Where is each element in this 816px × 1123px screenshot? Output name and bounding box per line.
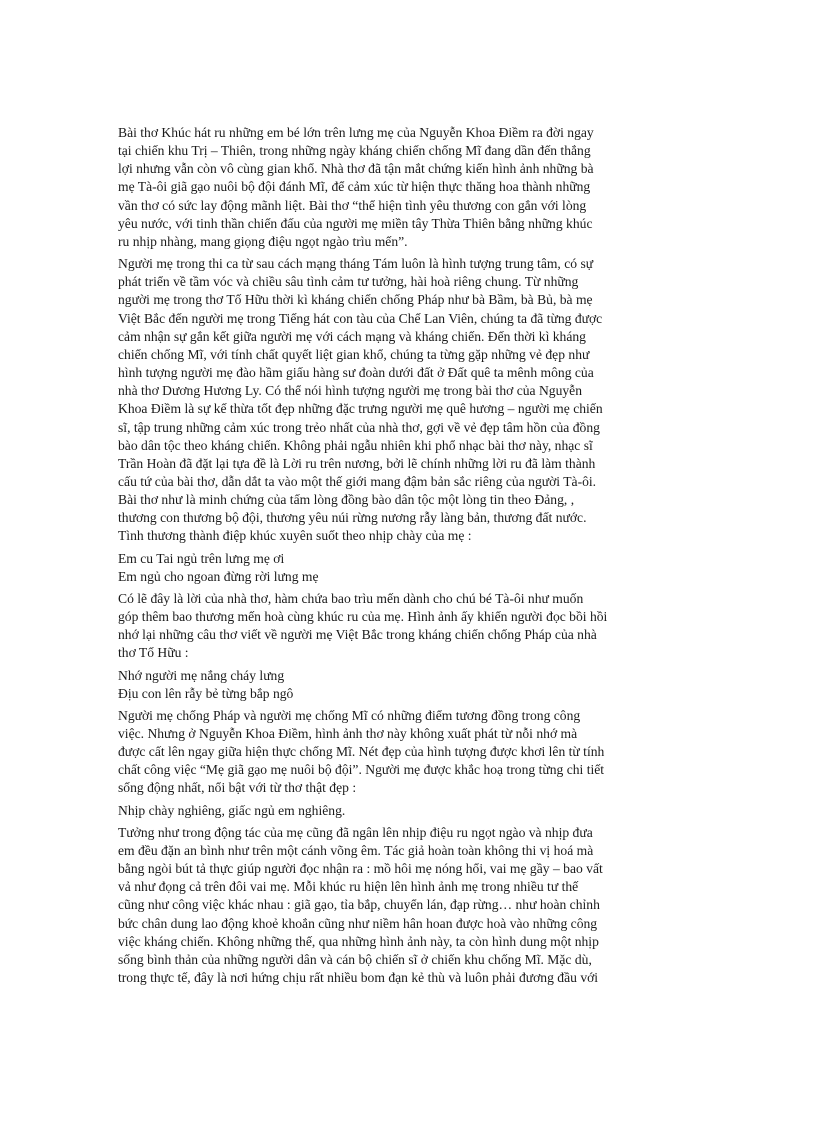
text-line: Tình thương thành điệp khúc xuyên suốt theo nhịp chày của mẹ : [118, 528, 472, 544]
text-line: Bài thơ Khúc hát ru những em bé lớn trên lưng mẹ của Nguyễn Khoa Điềm ra đời ngay [118, 125, 594, 140]
text-line: Em ngủ cho ngoan đừng rời lưng mẹ [118, 568, 319, 584]
text-line: hình tượng người mẹ đào hầm giấu hàng sư đoàn dưới đất ở Đất quê ta mênh mông của [118, 365, 594, 381]
text-line: ru nhịp nhàng, mang giọng điệu ngọt ngào trìu mến”. [118, 233, 408, 249]
text-line: trong thực tế, đây là nơi hứng chịu rất nhiều bom đạn kẻ thù và luôn phải đương đầu với [118, 970, 599, 986]
text-line: yêu nước, với tinh thần chiến đấu của người mẹ miền tây Thừa Thiên bằng những khúc [118, 215, 593, 231]
text-line: Có lẽ đây là lời của nhà thơ, hàm chứa bao trìu mến dành cho chú bé Tà-ôi như muốn [118, 590, 584, 606]
text-line: bào dân tộc theo kháng chiến. Không phải ngẫu nhiên khi phổ nhạc bài thơ này, nhạc sĩ [118, 437, 593, 453]
text-line: tại chiến khu Trị – Thiên, trong những ngày kháng chiến chống Mĩ đang dần đến thắng [118, 143, 591, 159]
text-line: Em cu Tai ngủ trên lưng mẹ ơi [118, 550, 285, 566]
text-line: Địu con lên rẫy bẻ từng bắp ngô [118, 685, 294, 701]
text-line: bằng ngòi bút tả thực giúp người đọc nhận ra : mồ hôi mẹ nóng hổi, vai mẹ gầy – bao vất [118, 861, 603, 877]
text-line: thơ Tố Hữu : [118, 645, 189, 661]
text-line: vả như đọng cả trên đôi vai mẹ. Mỗi khúc ru hiện lên hình ảnh mẹ trong nhiều tư thế [118, 879, 579, 895]
text-line: Nhớ người mẹ nắng cháy lưng [118, 667, 285, 683]
text-line: cảm nhận sự gắn kết giữa người mẹ với cách mạng và kháng chiến. Đến thời kì kháng [118, 328, 586, 344]
text-line: Người mẹ trong thi ca từ sau cách mạng tháng Tám luôn là hình tượng trung tâm, có sự [118, 256, 594, 272]
document-body [118, 124, 704, 987]
text-line: sống động nhất, nổi bật với từ thơ thật đẹp : [118, 780, 357, 796]
text-line: Tưởng như trong động tác của mẹ cũng đã ngân lên nhịp điệu ru ngọt ngào và nhịp đưa [118, 824, 593, 840]
text-line: chiến chống Mĩ, với tính chất quyết liệt gian khổ, chúng ta từng gặp những vẻ đẹp như [118, 346, 590, 362]
text-line: chất công việc “Mẹ giã gạo mẹ nuôi bộ đội”. Người mẹ được khắc hoạ trong từng chi tiết [118, 762, 605, 778]
text-line: thương con thương bộ đội, thương yêu núi rừng nương rẫy làng bản, thương đất nước. [118, 510, 587, 526]
text-line: Khoa Điềm là sự kế thừa tốt đẹp những đặc trưng người mẹ quê hương – người mẹ chiến [118, 401, 603, 417]
text-line: bức chân dung lao động khoẻ khoắn cũng như niềm hân hoan được hoà vào những công [118, 915, 598, 931]
text-line: Người mẹ chống Pháp và người mẹ chống Mĩ có những điểm tương đồng trong công [118, 707, 581, 723]
text-line: nhớ lại những câu thơ viết về người mẹ Việt Bắc trong kháng chiến chống Pháp của nhà [118, 627, 597, 643]
text-line: lợi nhưng vẫn còn vô cùng gian khổ. Nhà thơ đã tận mắt chứng kiến hình ảnh những bà [118, 161, 594, 177]
text-line: sĩ, tập trung những cảm xúc trong trẻo nhất của nhà thơ, gợi về vẻ đẹp tâm hồn của đồng [118, 419, 600, 435]
text-line: em đều đặn an bình như trên một cánh võng êm. Tác giả hoàn toàn không thi vị hoá mà [118, 842, 594, 858]
text-line: việc. Nhưng ở Nguyễn Khoa Điềm, hình ảnh thơ này không xuất phát từ nỗi nhớ mà [118, 726, 578, 741]
text-line: được cất lên ngay giữa hiện thực chống Mĩ. Nét đẹp của hình tượng được khơi lên từ tính [118, 744, 605, 760]
text-line: Nhịp chày nghiêng, giấc ngủ em nghiêng. [118, 802, 346, 818]
text-line: sống bình thản của những người dân và cán bộ chiến sĩ ở chiến khu chống Mĩ. Mặc dù, [118, 951, 592, 967]
text-line: vần thơ có sức lay động mãnh liệt. Bài thơ “thể hiện tình yêu thương con gắn với lòng [118, 197, 587, 213]
text-line: người mẹ trong thơ Tố Hữu thời kì kháng chiến chống Pháp như bà Bầm, bà Bủ, bà mẹ [118, 292, 593, 308]
text-line: mẹ Tà-ôi giã gạo nuôi bộ đội đánh Mĩ, để cảm xúc từ hiện thực thăng hoa thành những [118, 179, 591, 195]
text-line: Việt Bắc đến người mẹ trong Tiếng hát con tàu của Chế Lan Viên, chúng ta đã từng được [118, 310, 603, 326]
text-line: việc kháng chiến. Không những thế, qua những hình ảnh này, ta còn hình dung một nhịp [118, 933, 599, 949]
text-line: cấu tứ của bài thơ, dẫn dắt ta vào một thế giới mang đậm bản sắc riêng của người Tà-ôi. [118, 473, 597, 489]
text-line: góp thêm bao thương mến hoà cùng khúc ru của mẹ. Hình ảnh ấy khiến người đọc bồi hồi [118, 609, 608, 625]
text-line: nhà thơ Dương Hương Ly. Có thể nói hình tượng người mẹ trong bài thơ của Nguyễn [118, 383, 582, 399]
text-line: phát triển về tầm vóc và chiều sâu tình cảm tư tưởng, hài hoà riêng chung. Từ những [118, 274, 579, 290]
text-line: Trần Hoàn đã đặt lại tựa đề là Lời ru trên nương, bởi lẽ chính những lời ru đã làm thành [118, 455, 596, 471]
text-line: Bài thơ như là minh chứng của tấm lòng đồng bào dân tộc một lòng tin theo Đảng, , [118, 492, 575, 508]
text-line: cũng như công việc khác nhau : giã gạo, tỉa bắp, chuyển lán, đạp rừng… như hoàn chỉnh [118, 897, 600, 913]
